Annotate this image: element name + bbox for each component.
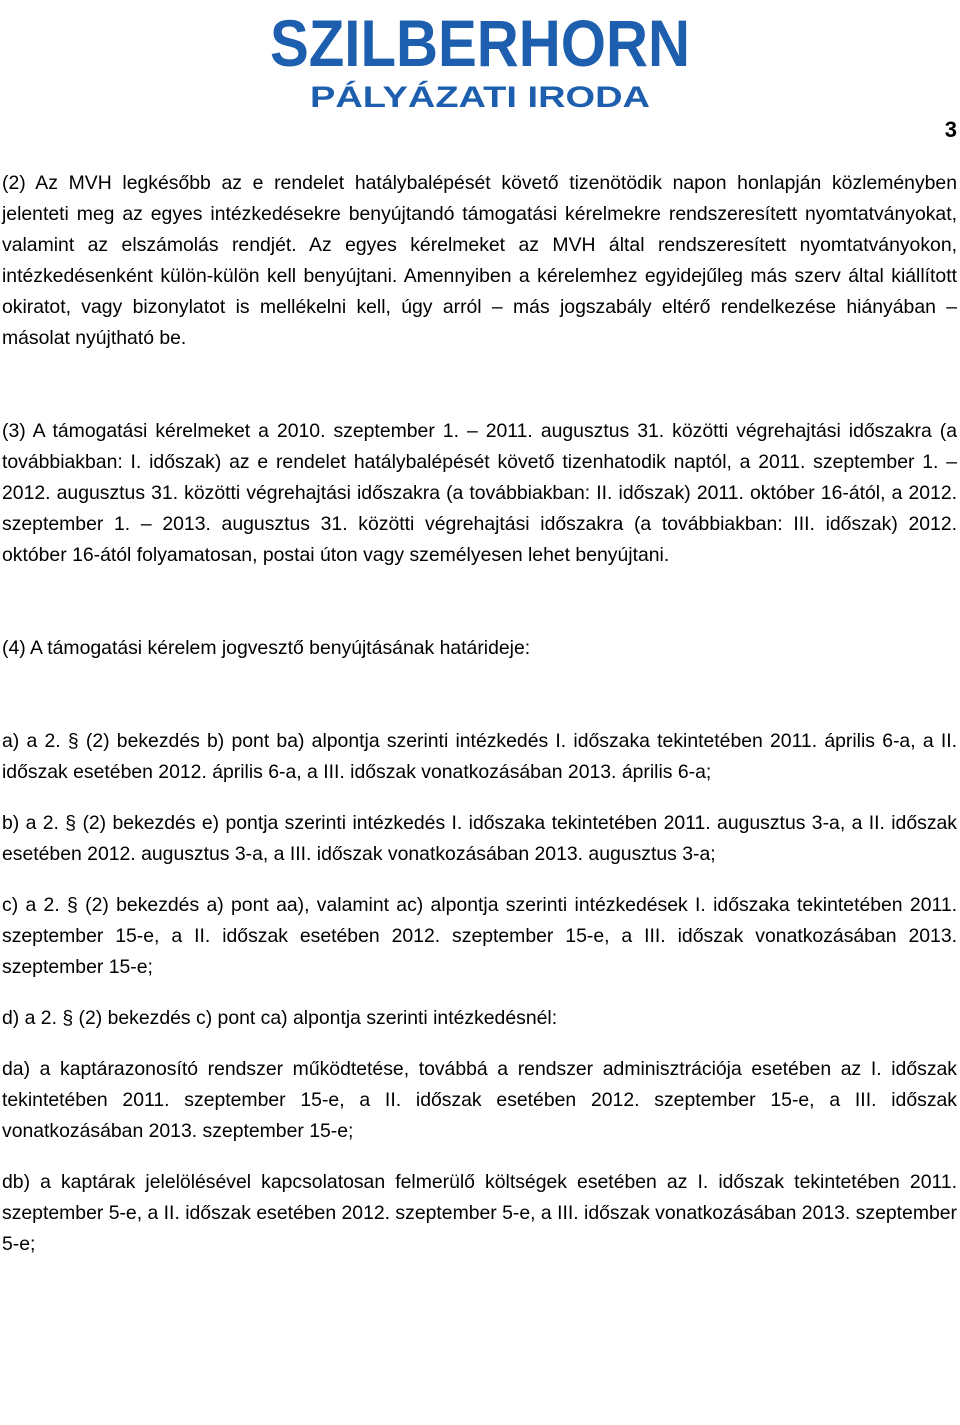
list-item-d: d) a 2. § (2) bekezdés c) pont ca) alpontja szerinti intézkedésnél:	[2, 1007, 558, 1029]
logo-subtitle: PÁLYÁZATI IRODA	[310, 81, 579, 114]
logo-title: SZILBERHORN	[270, 6, 690, 80]
document-body	[2, 168, 957, 1260]
list-item-b: b) a 2. § (2) bekezdés e) pontja szerinti intézkedés I. időszaka tekintetében 2011. augusztus 3-a, a II. időszak esetében 2012. augusztus 3-a, a III. időszak vonatkozásában 2013. augusztus 3-a;	[2, 812, 957, 865]
list-item-db: db) a kaptárak jelelölésével kapcsolatosan felmerülő költségek esetében az I. időszak tekintetében 2011. szeptember 5-e, a II. időszak esetében 2012. szeptember 5-e, a III. időszak vonatkozásában 2013. szeptember 5-e;	[2, 1171, 958, 1255]
logo-graphic	[260, 0, 700, 120]
list-item-c: c) a 2. § (2) bekezdés a) pont aa), valamint ac) alpontja szerinti intézkedések I. időszaka tekintetében 2011. szeptember 15-e, a II. időszak esetében 2012. szeptember 15-e, a III. időszak vonatkozásában 2013. szeptember 15-e;	[2, 894, 957, 978]
paragraph-3: (3) A támogatási kérelmeket a 2010. szeptember 1. – 2011. augusztus 31. közötti végrehajtási időszakra (a továbbiakban: I. időszak) az e rendelet hatálybalépését követő tizenhatodik naptól, a 2011. szeptember 1. – 2012. augusztus 31. közötti végrehajtási időszakra (a továbbiakban: II. időszak) 2011. október 16-ától, a 2012. szeptember 1. – 2013. augusztus 31. közötti végrehajtási időszakra (a továbbiakban: III. időszak) 2012. október 16-ától folyamatosan, postai úton vagy személyesen lehet benyújtani.	[2, 420, 957, 566]
list-item-da: da) a kaptárazonosító rendszer működtetése, továbbá a rendszer adminisztrációja esetében az I. időszak tekintetében 2011. szeptember 15-e, a II. időszak esetében 2012. szeptember 15-e, a III. időszak vonatkozásában 2013. szeptember 15-e;	[2, 1058, 957, 1142]
paragraph-4: (4) A támogatási kérelem jogvesztő benyújtásának határideje:	[2, 637, 531, 659]
list-item-a: a) a 2. § (2) bekezdés b) pont ba) alpontja szerinti intézkedés I. időszaka tekintetében 2011. április 6-a, a II. időszak esetében 2012. április 6-a, a III. időszak vonatkozásában 2013. április 6-a;	[2, 730, 957, 783]
paragraph-2: (2) Az MVH legkésőbb az e rendelet hatálybalépését követő tizenötödik napon honlapján közleményben jelenteti meg az egyes intézkedésekre benyújtandó támogatási kérelmekre rendszeresített nyomtatványokat, valamint az elszámolás rendjét. Az egyes kérelmeket az MVH által rendszeresített nyomtatványokon, intézkedésenként külön-külön kell benyújtani. Amennyiben a kérelemhez egyidejűleg más szerv által kiállított okiratot, vagy bizonylatot is mellékelni kell, úgy arról – más jogszabály eltérő rendelkezése hiányában – másolat nyújtható be.	[2, 172, 957, 349]
page-number: 3	[944, 117, 957, 142]
company-logo	[0, 0, 960, 120]
